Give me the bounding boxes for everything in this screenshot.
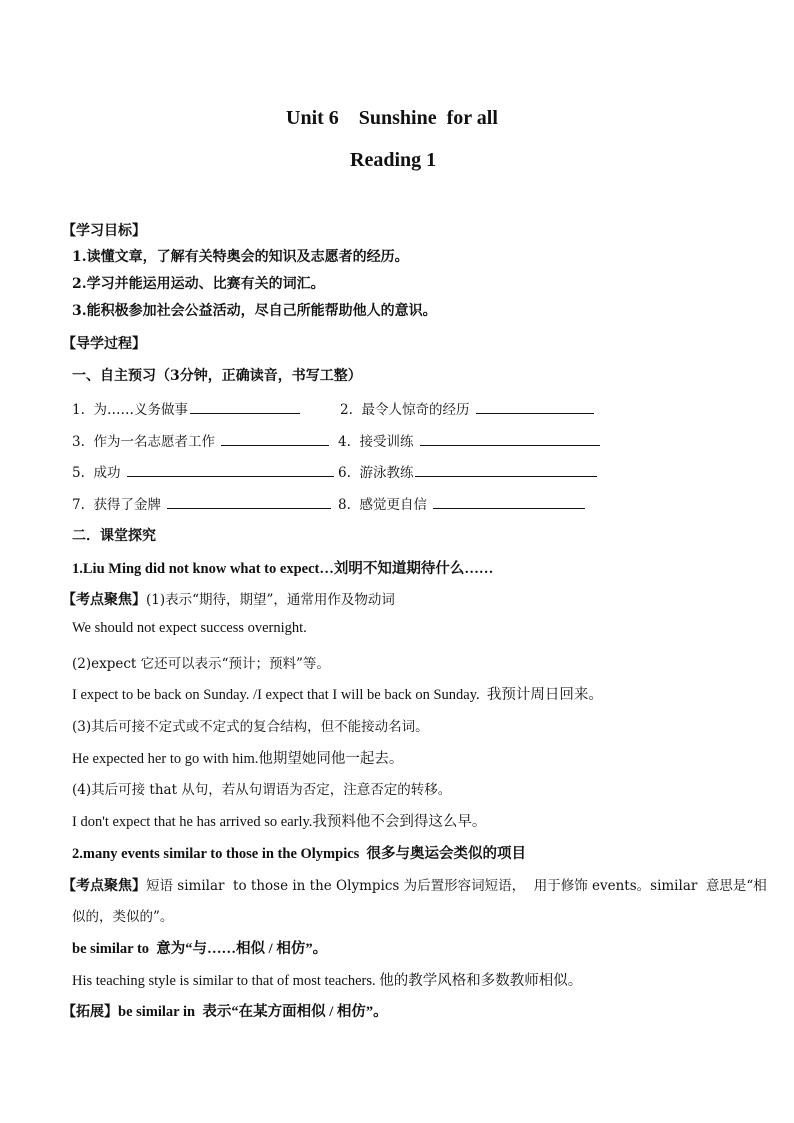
preview-item-4: 4. 接受训练: [338, 430, 600, 450]
answer-blank[interactable]: [433, 494, 585, 509]
point2-focus-cont: 似的，类似的”。: [72, 909, 174, 925]
answer-blank[interactable]: [167, 494, 331, 509]
point1-rule-4: (4)其后可接 that 从句，若从句谓语为否定，注意否定的转移。: [72, 782, 452, 798]
preview-item-1: 1. 为……义务做事: [72, 398, 300, 418]
goal-item-3: 3.能积极参加社会公益活动，尽自己所能帮助他人的意识。: [72, 303, 437, 319]
preview-item-6: 6. 游泳教练: [338, 461, 597, 481]
unit-title: Unit 6 Sunshine for all: [286, 107, 498, 129]
goal-item-1: 1.读懂文章，了解有关特奥会的知识及志愿者的经历。: [72, 249, 409, 265]
preview-item-5: 5. 成功: [72, 461, 334, 481]
process-heading: 【导学过程】: [62, 336, 146, 352]
point2-extension: 【拓展】be similar in 表示“在某方面相似 / 相仿”。: [62, 1004, 388, 1020]
preview-item-2: 2. 最令人惊奇的经历: [340, 398, 594, 418]
point2-focus: 【考点聚焦】短语 similar to those in the Olympics 为后置形容词短语， 用于修饰 events。similar 意思是“相: [62, 878, 767, 894]
point2-rule: be similar to 意为“与……相似 / 相仿”。: [72, 941, 328, 957]
preview-item-3: 3. 作为一名志愿者工作: [72, 430, 329, 450]
answer-blank[interactable]: [420, 431, 600, 446]
point1-rule-3: (3)其后可接不定式或不定式的复合结构，但不能接动名词。: [72, 719, 429, 735]
answer-blank[interactable]: [221, 431, 329, 446]
point1-rule-2: (2)expect 它还可以表示“预计；预料”等。: [72, 656, 330, 672]
point1-example-1: We should not expect success overnight.: [72, 620, 307, 636]
answer-blank[interactable]: [476, 399, 594, 414]
reading-subtitle: Reading 1: [350, 149, 437, 171]
goal-item-2: 2.学习并能运用运动、比赛有关的词汇。: [72, 276, 325, 292]
point1-example-2: I expect to be back on Sunday. /I expect that I will be back on Sunday. 我预计周日回来。: [72, 687, 603, 703]
answer-blank[interactable]: [127, 462, 334, 477]
goals-heading: 【学习目标】: [62, 223, 146, 239]
preview-item-7: 7. 获得了金牌: [72, 493, 331, 513]
answer-blank[interactable]: [190, 399, 300, 414]
point2-example: His teaching style is similar to that of most teachers. 他的教学风格和多数教师相似。: [72, 973, 583, 989]
preview-item-8: 8. 感觉更自信: [338, 493, 585, 513]
point1-example-3: He expected her to go with him.他期望她同他一起去。: [72, 751, 404, 767]
point2-sentence: 2.many events similar to those in the Olympics 很多与奥运会类似的项目: [72, 846, 527, 862]
point1-example-4: I don't expect that he has arrived so early.我预料他不会到得这么早。: [72, 814, 487, 830]
point1-sentence: 1.Liu Ming did not know what to expect…刘明不知道期待什么……: [72, 561, 494, 577]
point1-focus: 【考点聚焦】(1)表示“期待，期望”，通常用作及物动词: [62, 592, 395, 608]
preview-heading: 一、自主预习（3分钟，正确读音，书写工整）: [72, 368, 362, 384]
answer-blank[interactable]: [415, 462, 597, 477]
explore-heading: 二．课堂探究: [72, 528, 156, 544]
